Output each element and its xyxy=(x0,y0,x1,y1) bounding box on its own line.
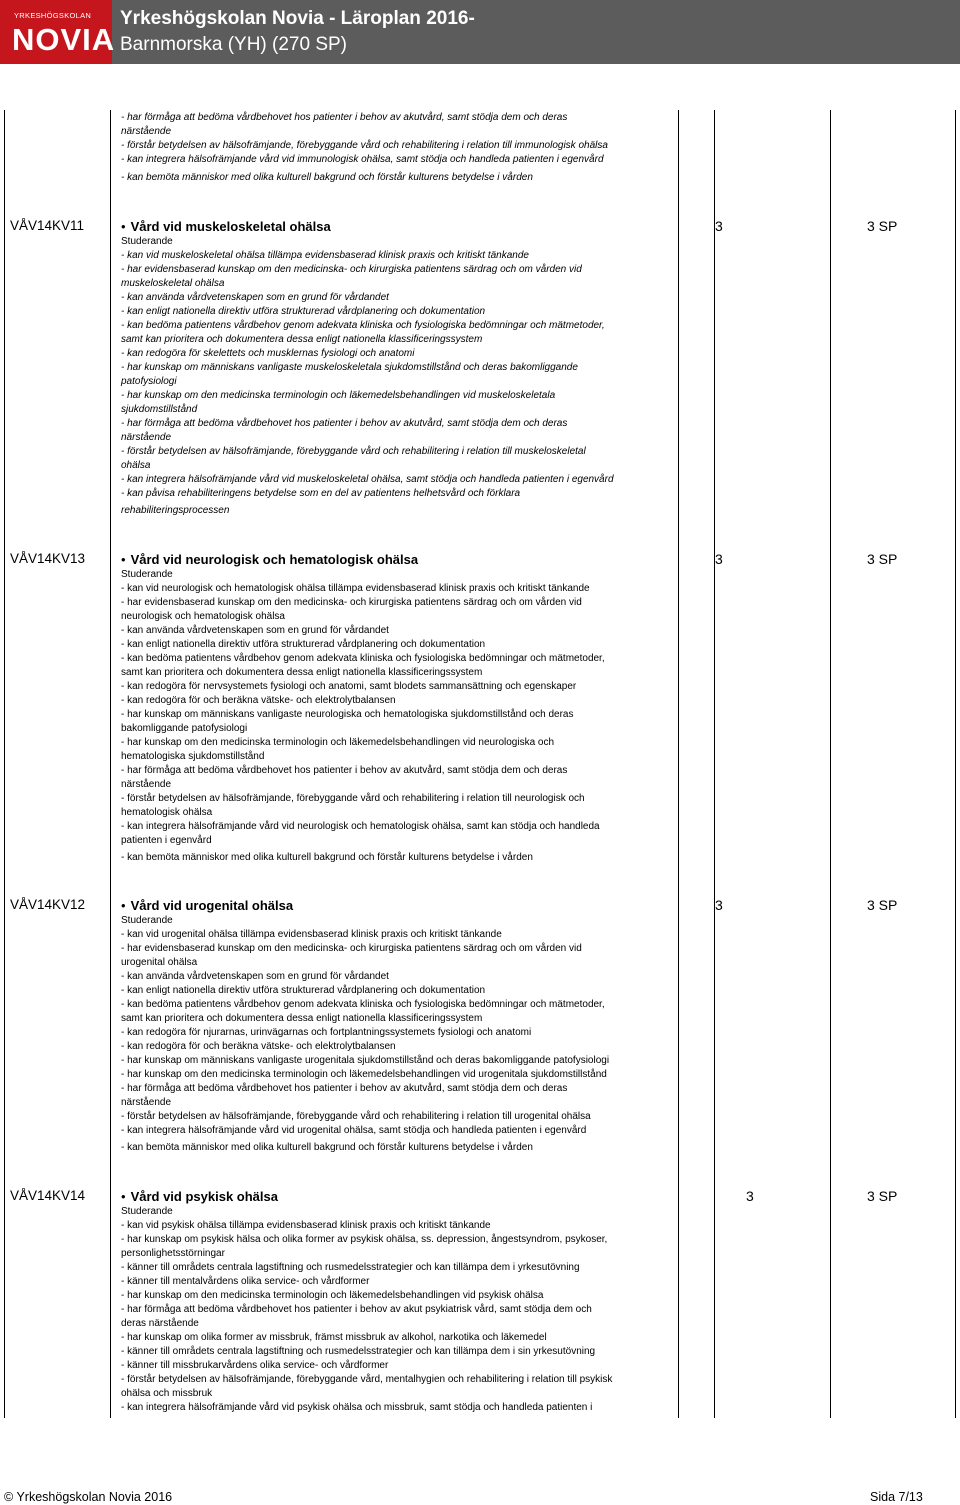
course-code: VÅV14KV14 xyxy=(10,1188,86,1203)
outcome-line: ohälsa och missbruk xyxy=(121,1388,213,1399)
outcome-line: - förstår betydelsen av hälsofrämjande, förebyggande vård och rehabilitering i relation till urogenital ohälsa xyxy=(121,1111,591,1122)
course-credits: 3 xyxy=(715,551,723,567)
outcome-line: - kan bedöma patientens vårdbehov genom adekvata kliniska och fysiologiska bedömningar och mätmetoder, xyxy=(121,999,605,1010)
outcome-line: - kan integrera hälsofrämjande vård vid neurologisk och hematologisk ohälsa, samt kan stödja och handleda xyxy=(121,821,600,832)
course-description xyxy=(121,219,681,518)
table-border-left xyxy=(4,110,5,1418)
course-sp: 3 SP xyxy=(867,218,898,234)
course-description xyxy=(121,552,681,865)
course-credits: 3 xyxy=(715,218,723,234)
outcome-line: - kan använda vårdvetenskapen som en grund för vårdandet xyxy=(121,292,389,303)
outcome-line: - har evidensbaserad kunskap om den medicinska- och kirurgiska patientens särdrag och om vården vid xyxy=(121,597,582,608)
course-code: VÅV14KV11 xyxy=(10,218,85,233)
document-title: Yrkeshögskolan Novia - Läroplan 2016- xyxy=(120,8,475,29)
outcome-line: - kan redogöra för skelettets och musklernas fysiologi och anatomi xyxy=(121,348,415,359)
outcome-line: ohälsa xyxy=(121,460,151,471)
outcome-line: - kan bedöma patientens vårdbehov genom adekvata kliniska och fysiologiska bedömningar och mätmetoder, xyxy=(121,320,605,331)
outcome-line: - har kunskap om psykisk hälsa och olika former av psykisk ohälsa, ss. depression, ångestsyndrom, psykoser, xyxy=(121,1234,608,1245)
intro-line: - förstår betydelsen av hälsofrämjande, förebyggande vård och rehabilitering i relation till immunologisk ohälsa xyxy=(121,140,608,151)
intro-line: - kan integrera hälsofrämjande vård vid immunologisk ohälsa, samt stödja och handleda patienten i egenvård xyxy=(121,154,604,165)
outcome-line: bakomliggande patofysiologi xyxy=(121,723,248,734)
outcome-line: - har kunskap om människans vanligaste urogenitala sjukdomstillstånd och deras bakomliggande patofysiologi xyxy=(121,1055,610,1066)
logo-big-text: NOVIA xyxy=(12,22,116,57)
course-intro-label: Studerande xyxy=(121,915,173,926)
outcome-line: - kan använda vårdvetenskapen som en grund för vårdandet xyxy=(121,625,389,636)
outcome-line: urogenital ohälsa xyxy=(121,957,198,968)
course-description xyxy=(121,1189,681,1415)
outcome-line: - kan bemöta människor med olika kulturell bakgrund och förstår kulturens betydelse i vården xyxy=(121,852,533,863)
outcome-line: - kan integrera hälsofrämjande vård vid psykisk ohälsa och missbruk, samt stödja och handleda patienten i xyxy=(121,1402,593,1413)
outcome-line: - har kunskap om olika former av missbruk, främst missbruk av alkohol, narkotika och läkemedel xyxy=(121,1332,547,1343)
outcome-line: - känner till missbrukarvårdens olika service- och vårdformer xyxy=(121,1360,389,1371)
outcome-line: patofysiologi xyxy=(121,376,177,387)
logo-small-text: YRKESHÖGSKOLAN xyxy=(14,11,92,20)
outcome-line: - kan redogöra för och beräkna vätske- och elektrolytbalansen xyxy=(121,1041,396,1052)
table-divider-code xyxy=(110,110,111,1418)
outcome-line: - har kunskap om människans vanligaste neurologiska och hematologiska sjukdomstillstånd och deras xyxy=(121,709,574,720)
outcome-line: närstående xyxy=(121,432,172,443)
outcome-line: personlighetsstörningar xyxy=(121,1248,225,1259)
outcome-line: - har förmåga att bedöma vårdbehovet hos patienter i behov av akutvård, samt stödja dem och deras xyxy=(121,1083,568,1094)
course-name: • Vård vid psykisk ohälsa xyxy=(121,1189,681,1204)
footer-page-number: Sida 7/13 xyxy=(870,1490,923,1504)
table-divider-sp xyxy=(830,110,831,1418)
outcome-line: - har kunskap om människans vanligaste muskeloskeletala sjukdomstillstånd och deras bakomliggande xyxy=(121,362,578,373)
course-code: VÅV14KV12 xyxy=(10,897,86,912)
outcome-line: - har förmåga att bedöma vårdbehovet hos patienter i behov av akutvård, samt stödja dem och deras xyxy=(121,765,568,776)
outcome-line: - kan vid muskeloskeletal ohälsa tillämpa evidensbaserad klinisk praxis och kritiskt tänkande xyxy=(121,250,529,261)
outcome-line: - har evidensbaserad kunskap om den medicinska- och kirurgiska patientens särdrag och om vården vid xyxy=(121,943,582,954)
outcome-line: - kan redogöra för nervsystemets fysiologi och anatomi, samt blodets sammansättning och egenskaper xyxy=(121,681,577,692)
outcome-line: - kan enligt nationella direktiv utföra strukturerad vårdplanering och dokumentation xyxy=(121,639,486,650)
outcome-line: rehabiliteringsprocessen xyxy=(121,505,230,516)
outcome-line: patienten i egenvård xyxy=(121,835,212,846)
outcome-line: - förstår betydelsen av hälsofrämjande, förebyggande vård och rehabilitering i relation till neurologisk och xyxy=(121,793,585,804)
outcome-line: - har kunskap om den medicinska terminologin och läkemedelsbehandlingen vid urogenitala sjukdomstillstånd xyxy=(121,1069,607,1080)
course-credits: 3 xyxy=(746,1188,754,1204)
outcome-line: - kan enligt nationella direktiv utföra strukturerad vårdplanering och dokumentation xyxy=(121,306,486,317)
novia-logo xyxy=(0,0,116,64)
outcome-line: - kan vid neurologisk och hematologisk ohälsa tillämpa evidensbaserad klinisk praxis och kritiskt tänkande xyxy=(121,583,590,594)
course-name: • Vård vid neurologisk och hematologisk ohälsa xyxy=(121,552,681,567)
outcome-line: - kan bemöta människor med olika kulturell bakgrund och förstår kulturens betydelse i vården xyxy=(121,1142,533,1153)
outcome-line: - kan integrera hälsofrämjande vård vid urogenital ohälsa, samt stödja och handleda patienten i egenvård xyxy=(121,1125,587,1136)
outcome-line: - kan påvisa rehabiliteringens betydelse som en del av patientens helhetsvård och förklara xyxy=(121,488,521,499)
outcome-line: muskeloskeletal ohälsa xyxy=(121,278,225,289)
course-sp: 3 SP xyxy=(867,551,898,567)
course-intro-label: Studerande xyxy=(121,1206,173,1217)
outcome-line: sjukdomstillstånd xyxy=(121,404,198,415)
outcome-line: - kan integrera hälsofrämjande vård vid muskeloskeletal ohälsa, samt stödja och handleda patienten i egenvård xyxy=(121,474,614,485)
outcome-line: närstående xyxy=(121,779,172,790)
intro-continuation xyxy=(121,111,608,185)
outcome-line: - kan vid urogenital ohälsa tillämpa evidensbaserad klinisk praxis och kritiskt tänkande xyxy=(121,929,502,940)
outcome-line: - känner till mentalvårdens olika service- och vårdformer xyxy=(121,1276,370,1287)
outcome-line: - förstår betydelsen av hälsofrämjande, förebyggande vård, mentalhygien och rehabilitering i relation till psykisk xyxy=(121,1374,613,1385)
outcome-line: - kan använda vårdvetenskapen som en grund för vårdandet xyxy=(121,971,389,982)
outcome-line: - känner till områdets centrala lagstiftning och rusmedelsstrategier och kan tillämpa dem i yrkesutövning xyxy=(121,1262,580,1273)
outcome-line: - kan bedöma patientens vårdbehov genom adekvata kliniska och fysiologiska bedömningar och mätmetoder, xyxy=(121,653,605,664)
page-header xyxy=(0,0,960,64)
outcome-line: - har evidensbaserad kunskap om den medicinska- och kirurgiska patientens särdrag och om vården vid xyxy=(121,264,582,275)
outcome-line: - kan vid psykisk ohälsa tillämpa evidensbaserad klinisk praxis och kritiskt tänkande xyxy=(121,1220,491,1231)
outcome-line: - kan redogöra för och beräkna vätske- och elektrolytbalansen xyxy=(121,695,396,706)
document-subtitle: Barnmorska (YH) (270 SP) xyxy=(120,34,348,55)
outcome-line: - har förmåga att bedöma vårdbehovet hos patienter i behov av akut psykiatrisk vård, samt stödja dem och xyxy=(121,1304,592,1315)
course-description xyxy=(121,898,681,1155)
course-sp: 3 SP xyxy=(867,1188,898,1204)
outcome-line: - har kunskap om den medicinska terminologin och läkemedelsbehandlingen vid psykisk ohälsa xyxy=(121,1290,544,1301)
outcome-line: hematologiska sjukdomstillstånd xyxy=(121,751,265,762)
outcome-line: - har kunskap om den medicinska terminologin och läkemedelsbehandlingen vid muskeloskeletala xyxy=(121,390,556,401)
outcome-line: - har kunskap om den medicinska terminologin och läkemedelsbehandlingen vid neurologiska och xyxy=(121,737,555,748)
outcome-line: - kan redogöra för njurarnas, urinvägarnas och fortplantningssystemets fysiologi och anatomi xyxy=(121,1027,532,1038)
course-credits: 3 xyxy=(715,897,723,913)
outcome-line: närstående xyxy=(121,1097,172,1108)
outcome-line: - känner till områdets centrala lagstiftning och rusmedelsstrategier och kan tillämpa dem i sin yrkesutövning xyxy=(121,1346,596,1357)
outcome-line: hematologisk ohälsa xyxy=(121,807,213,818)
outcome-line: deras närstående xyxy=(121,1318,199,1329)
course-name: • Vård vid urogenital ohälsa xyxy=(121,898,681,913)
footer-copyright: © Yrkeshögskolan Novia 2016 xyxy=(4,1490,173,1504)
course-intro-label: Studerande xyxy=(121,236,173,247)
outcome-line: samt kan prioritera och dokumentera dessa enligt nationella klassificeringssystem xyxy=(121,334,483,345)
table-border-right xyxy=(955,110,956,1418)
course-code: VÅV14KV13 xyxy=(10,551,86,566)
course-sp: 3 SP xyxy=(867,897,898,913)
outcome-line: - kan enligt nationella direktiv utföra strukturerad vårdplanering och dokumentation xyxy=(121,985,486,996)
outcome-line: - har förmåga att bedöma vårdbehovet hos patienter i behov av akutvård, samt stödja dem och deras xyxy=(121,418,568,429)
outcome-line: samt kan prioritera och dokumentera dessa enligt nationella klassificeringssystem xyxy=(121,667,483,678)
outcome-line: neurologisk och hematologisk ohälsa xyxy=(121,611,285,622)
course-name: • Vård vid muskeloskeletal ohälsa xyxy=(121,219,681,234)
outcome-line: samt kan prioritera och dokumentera dessa enligt nationella klassificeringssystem xyxy=(121,1013,483,1024)
course-intro-label: Studerande xyxy=(121,569,173,580)
intro-line: - kan bemöta människor med olika kulturell bakgrund och förstår kulturens betydelse i vården xyxy=(121,172,533,183)
table-divider-credits xyxy=(714,110,715,1418)
intro-line: närstående xyxy=(121,126,172,137)
intro-line: - har förmåga att bedöma vårdbehovet hos patienter i behov av akutvård, samt stödja dem och deras xyxy=(121,112,568,123)
outcome-line: - förstår betydelsen av hälsofrämjande, förebyggande vård och rehabilitering i relation till muskeloskeletal xyxy=(121,446,586,457)
